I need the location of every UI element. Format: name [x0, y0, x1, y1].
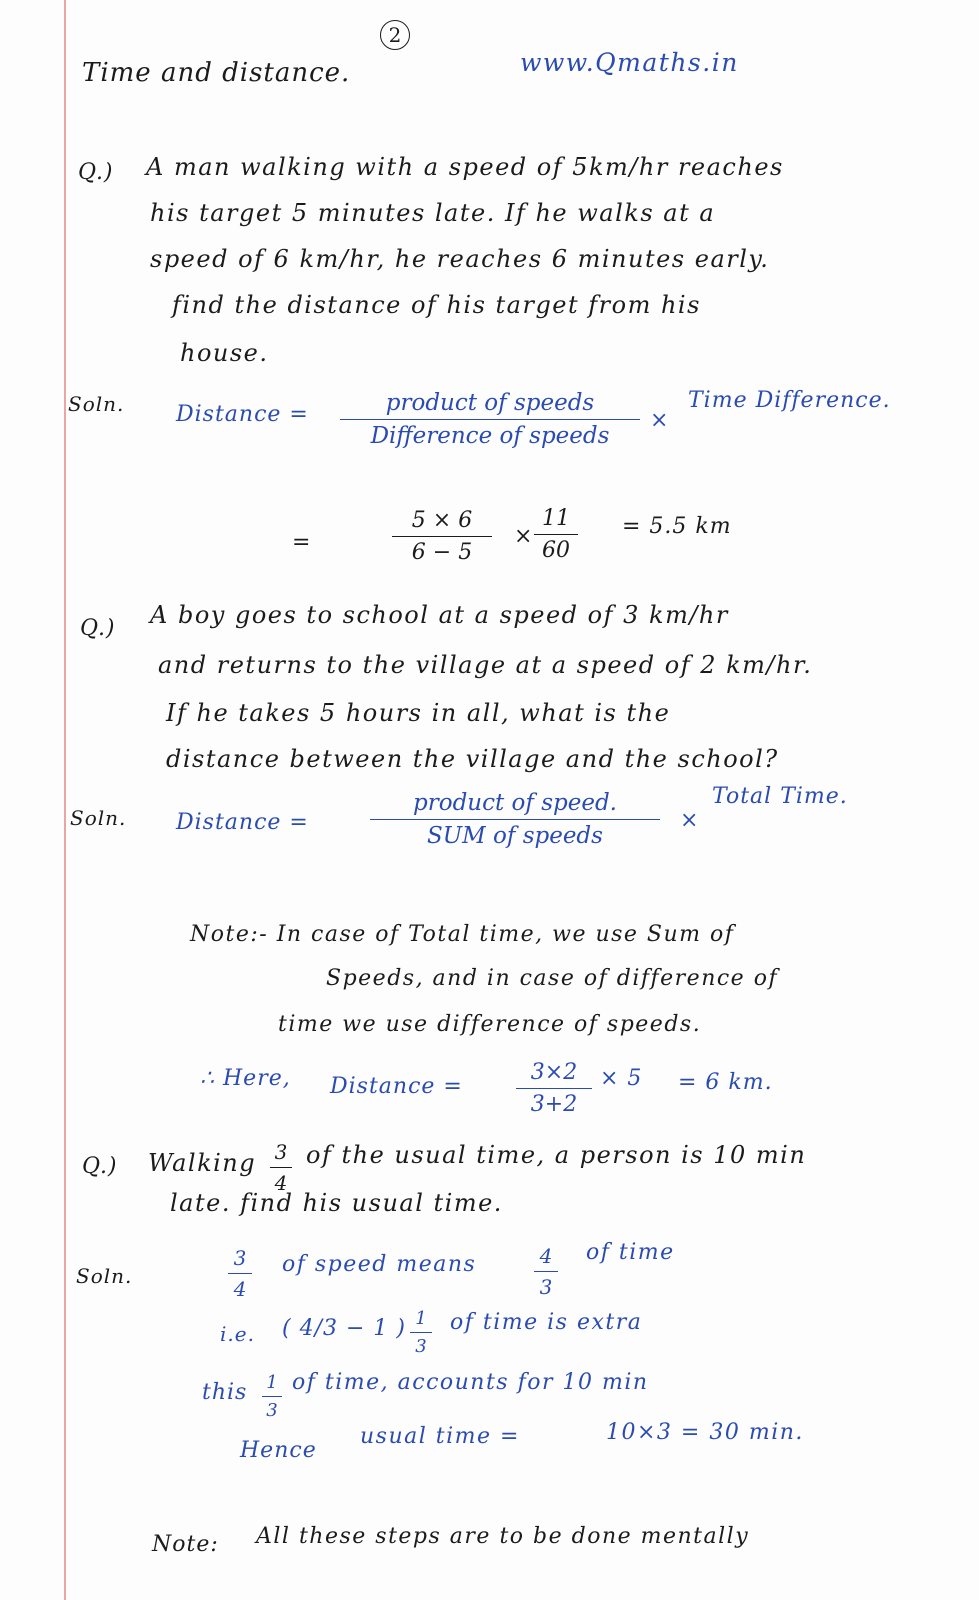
q3-s1-2-denominator: 3 — [539, 1275, 553, 1299]
q3-s3-a: this — [202, 1380, 248, 1405]
q3-s1-numerator: 3 — [233, 1246, 247, 1270]
q1-formula-numerator: product of speeds — [385, 390, 595, 416]
q3-s1-2-numerator: 4 — [539, 1244, 553, 1268]
q1-time-denominator: 60 — [542, 538, 570, 563]
q3-s1-fraction — [228, 1246, 252, 1301]
fraction-bar — [340, 419, 640, 420]
q2-formula-rhs: Total Time. — [712, 784, 848, 809]
q1-line-5: house. — [180, 339, 269, 367]
q3-s2-fraction — [410, 1308, 432, 1357]
q2-formula-lhs: Distance = — [176, 810, 309, 835]
q1-calc-times: × — [514, 524, 534, 549]
q2-formula-times: × — [680, 808, 700, 833]
q2-note-line-2: Speeds, and in case of difference of — [326, 966, 779, 991]
q2-here-denominator: 3+2 — [530, 1092, 578, 1117]
q1-label: Q.) — [78, 160, 114, 185]
q3-label: Q.) — [82, 1154, 118, 1179]
q1-line-2: his target 5 minutes late. If he walks at a — [150, 199, 716, 227]
q2-note-line-3: time we use difference of speeds. — [278, 1012, 702, 1037]
fraction-bar — [262, 1396, 282, 1397]
fraction-bar — [228, 1273, 252, 1274]
q3-s3-fraction — [262, 1372, 282, 1421]
q1-formula-rhs: Time Difference. — [688, 388, 891, 413]
q3-s2-denominator: 3 — [415, 1336, 427, 1357]
q3-s4-a: Hence — [240, 1438, 317, 1463]
q3-s4-c: 10×3 = 30 min. — [606, 1420, 804, 1445]
q2-line-4: distance between the village and the school? — [166, 745, 779, 773]
q3-line-2: late. find his usual time. — [170, 1189, 503, 1217]
q2-formula-denominator: SUM of speeds — [427, 823, 603, 849]
q2-here-result: = 6 km. — [678, 1070, 773, 1095]
website-url: www.Qmaths.in — [520, 48, 739, 77]
q1-line-3: speed of 6 km/hr, he reaches 6 minutes early. — [150, 245, 770, 273]
q1-formula-fraction — [340, 390, 640, 449]
q3-line-1a: Walking — [148, 1149, 257, 1177]
q2-here-fraction — [516, 1060, 592, 1117]
q2-formula-numerator: product of speed. — [413, 790, 617, 816]
q2-here-prefix: ∴ Here, — [200, 1066, 291, 1091]
q1-calc-numerator: 5 × 6 — [411, 508, 473, 533]
fraction-bar — [410, 1332, 432, 1333]
q3-s1-text: of speed means — [282, 1252, 477, 1277]
fraction-bar — [270, 1167, 292, 1168]
fraction-bar — [392, 536, 492, 537]
q3-s2-paren: ( 4/3 − 1 ) — [282, 1316, 406, 1341]
q3-s1-denominator: 4 — [233, 1277, 247, 1301]
fraction-bar — [516, 1088, 592, 1089]
q1-equals: = — [292, 530, 312, 555]
q3-s3-b: of time, accounts for 10 min — [292, 1370, 649, 1395]
q1-solution-label: Soln. — [68, 392, 125, 416]
q1-calc-denominator: 6 − 5 — [411, 540, 473, 565]
q3-line1-numerator: 3 — [274, 1140, 288, 1164]
q3-s4-b: usual time = — [360, 1424, 520, 1449]
q1-time-fraction — [534, 506, 578, 563]
q1-line-4: find the distance of his target from his — [172, 291, 701, 319]
q2-here-numerator: 3×2 — [530, 1060, 578, 1085]
q1-calc-fraction — [392, 508, 492, 565]
page-number: 2 — [380, 20, 410, 50]
q2-line-3: If he takes 5 hours in all, what is the — [166, 699, 671, 727]
fraction-bar — [534, 1271, 558, 1272]
q2-line-2: and returns to the village at a speed of 2 km/hr. — [158, 651, 813, 679]
q1-formula-lhs: Distance = — [176, 402, 309, 427]
q1-time-numerator: 11 — [542, 506, 570, 531]
q3-line1-denominator: 4 — [274, 1171, 288, 1195]
q2-here-lhs: Distance = — [330, 1074, 463, 1099]
q2-line-1: A boy goes to school at a speed of 3 km/hr — [150, 601, 729, 629]
q3-s2-prefix: i.e. — [220, 1322, 255, 1346]
footer-note-label: Note: — [152, 1532, 219, 1557]
q3-line-1b: of the usual time, a person is 10 min — [306, 1141, 807, 1169]
footer-note-text: All these steps are to be done mentally — [256, 1524, 750, 1549]
q1-formula-denominator: Difference of speeds — [370, 423, 610, 449]
q3-s1-end: of time — [586, 1240, 675, 1265]
q3-s2-numerator: 1 — [415, 1308, 427, 1329]
q2-note-line-1: Note:- In case of Total time, we use Sum of — [190, 922, 735, 947]
q2-here-times: × 5 — [600, 1066, 643, 1091]
q2-solution-label: Soln. — [70, 806, 127, 830]
page-title: Time and distance. — [82, 58, 351, 88]
fraction-bar — [534, 534, 578, 535]
margin-line — [64, 0, 66, 1600]
q1-formula-times: × — [650, 408, 670, 433]
q3-s1-fraction-2 — [534, 1244, 558, 1299]
q1-result: = 5.5 km — [622, 514, 732, 539]
q3-s3-denominator: 3 — [266, 1400, 278, 1421]
q1-line-1: A man walking with a speed of 5km/hr reaches — [146, 153, 784, 181]
q2-formula-fraction — [370, 790, 660, 849]
q2-label: Q.) — [80, 616, 116, 641]
q3-s3-numerator: 1 — [266, 1372, 278, 1393]
q3-solution-label: Soln. — [76, 1264, 133, 1288]
q3-s2-text: of time is extra — [450, 1310, 643, 1335]
fraction-bar — [370, 819, 660, 820]
